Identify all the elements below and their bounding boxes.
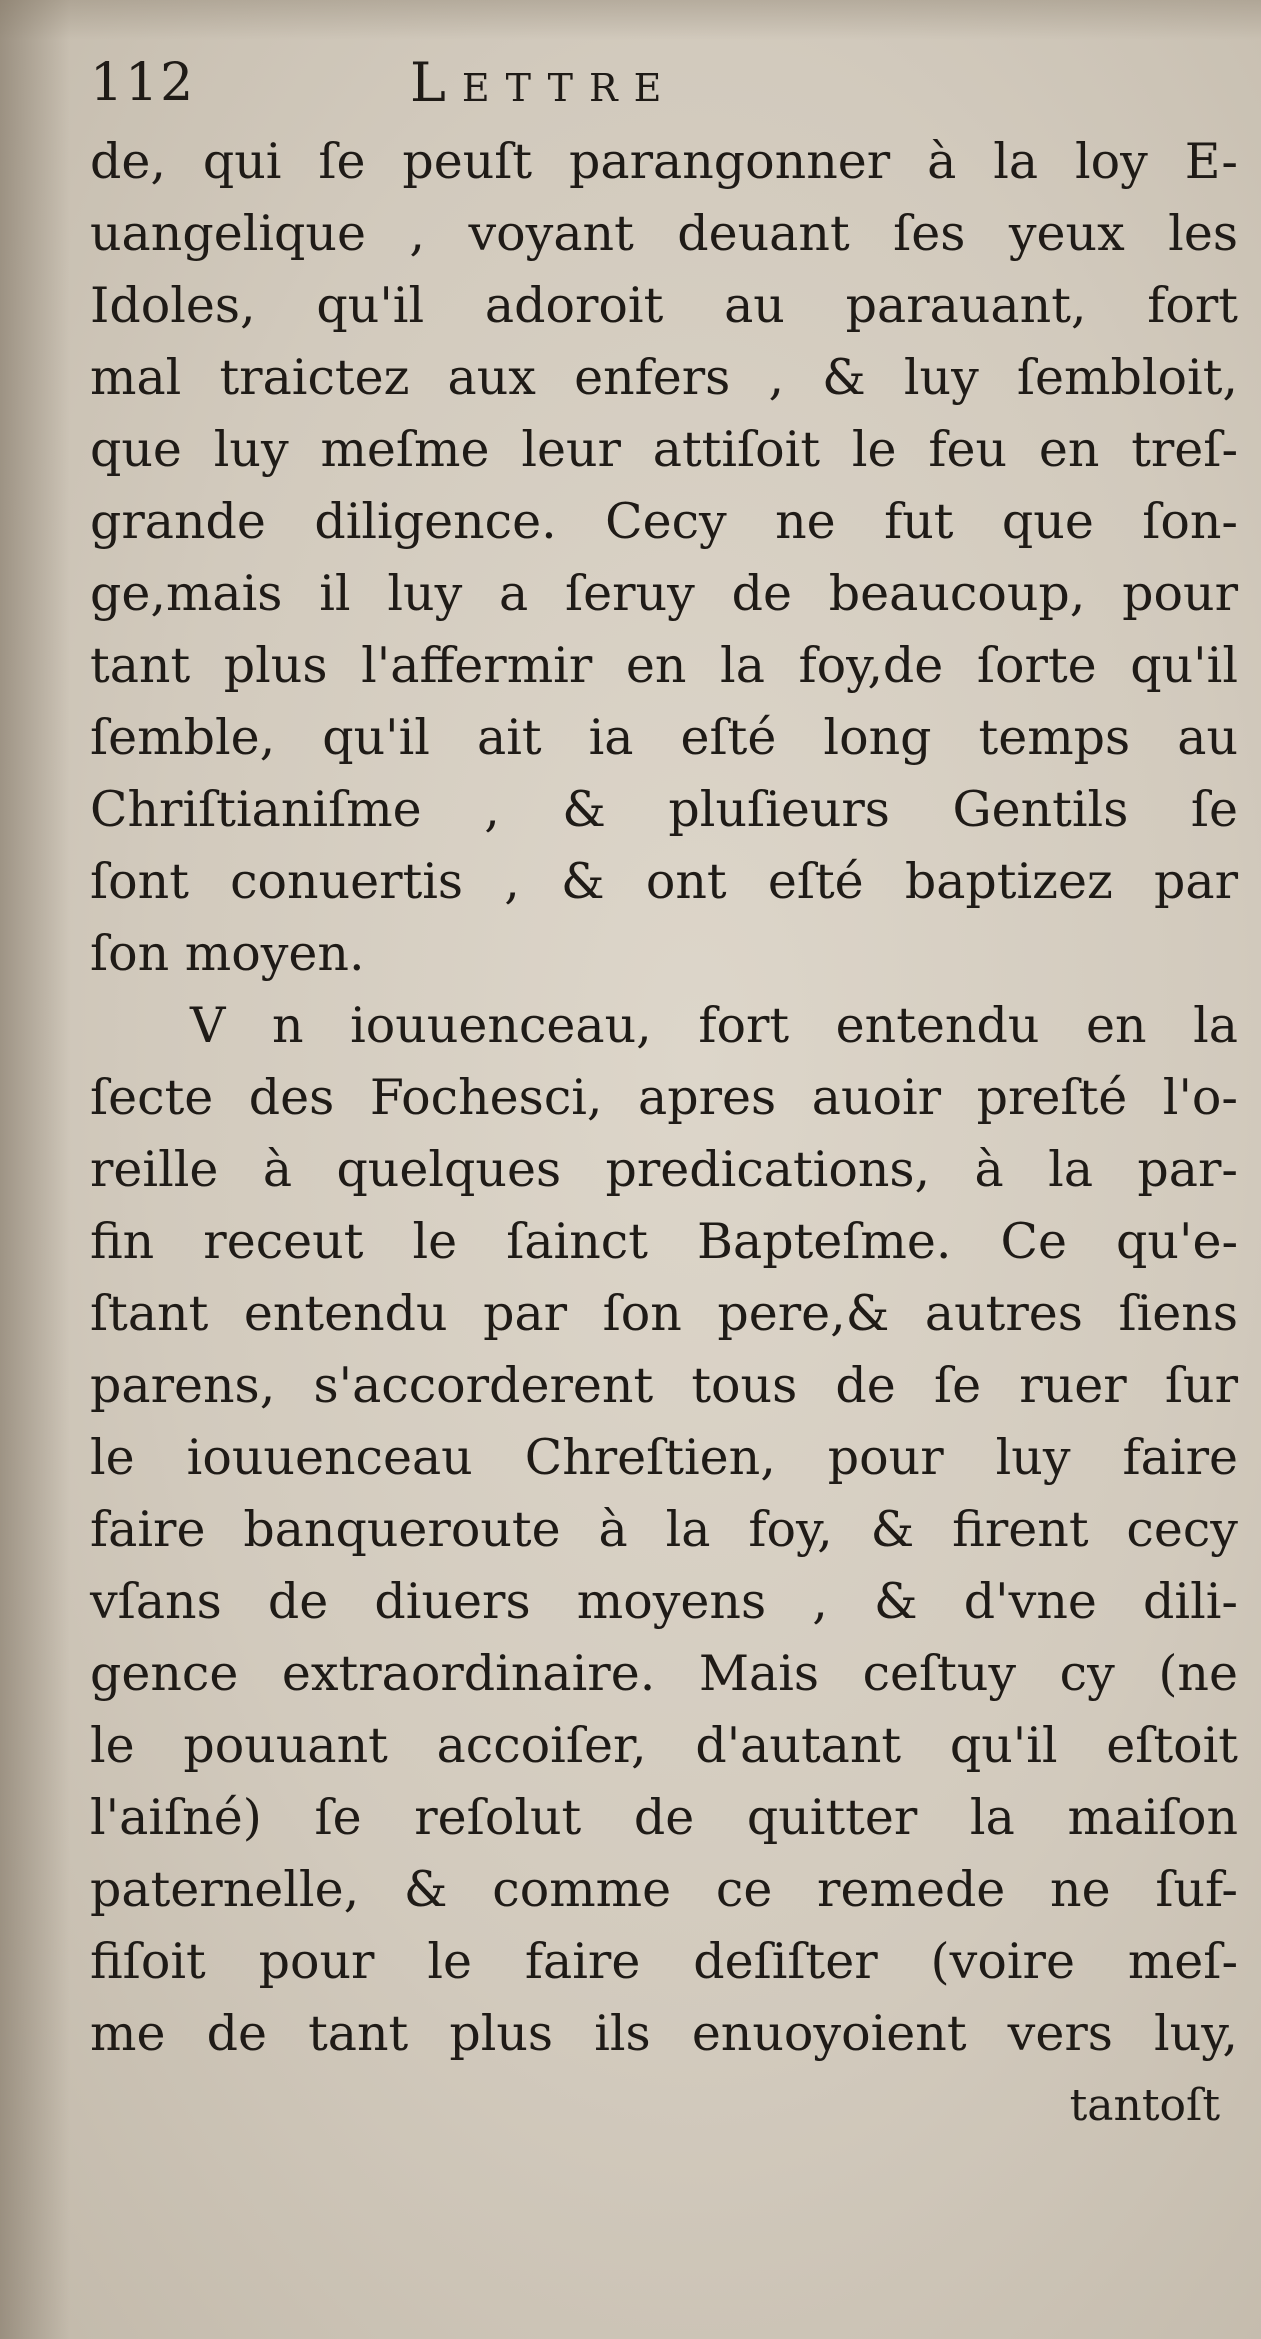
text-line: me de tant plus ils enuoyoient vers luy,	[90, 2005, 1238, 2062]
text-line: vſans de diuers moyens , & d'vne dili-	[90, 1573, 1238, 1630]
text-line: uangelique , voyant deuant ſes yeux les	[90, 205, 1238, 262]
page-text-block	[90, 40, 1238, 2142]
text-line: ſecte des Fochesci, apres auoir preſté l'o-	[90, 1069, 1238, 1126]
text-line: fiſoit pour le faire deſiſter (voire meſ-	[90, 1933, 1238, 1990]
gutter-shadow	[0, 0, 70, 2339]
text-line: paternelle, & comme ce remede ne ſuf-	[90, 1861, 1238, 1918]
text-line: Chriſtianiſme , & pluſieurs Gentils ſe	[90, 781, 1238, 838]
page-header	[90, 40, 1238, 126]
page-number: 112	[90, 53, 196, 113]
paragraph-start-line: V n iouuenceau, fort entendu en la	[190, 997, 1238, 1054]
text-line: tant plus l'affermir en la foy,de ſorte qu'il	[90, 637, 1238, 694]
text-line: le pouuant accoiſer, d'autant qu'il eſtoit	[90, 1717, 1238, 1774]
catchword-row	[90, 2070, 1238, 2142]
text-line: reille à quelques predications, à la par-	[90, 1141, 1238, 1198]
text-line: faire banqueroute à la foy, & firent cecy	[90, 1501, 1238, 1558]
catchword: tantoſt	[1069, 2080, 1220, 2131]
body-text	[90, 126, 1238, 2070]
text-line: l'aiſné) ſe reſolut de quitter la maiſon	[90, 1789, 1238, 1846]
text-line: grande diligence. Cecy ne fut que ſon-	[90, 493, 1238, 550]
text-line: le iouuenceau Chreſtien, pour luy faire	[90, 1429, 1238, 1486]
paragraph-end-line: ſon moyen.	[90, 925, 365, 982]
text-line: ſont conuertis , & ont eſté baptizez par	[90, 853, 1238, 910]
text-line: fin receut le ſainct Bapteſme. Ce qu'e-	[90, 1213, 1238, 1270]
text-line: ge,mais il luy a ſeruy de beaucoup, pour	[90, 565, 1238, 622]
text-line: ſemble, qu'il ait ia eſté long temps au	[90, 709, 1238, 766]
running-title: Lettre	[410, 51, 678, 114]
text-line: mal traictez aux enfers , & luy ſembloit,	[90, 349, 1238, 406]
text-line: ſtant entendu par ſon pere,& autres ſiens	[90, 1285, 1238, 1342]
text-line: que luy meſme leur attiſoit le feu en treſ-	[90, 421, 1238, 478]
text-line: gence extraordinaire. Mais ceſtuy cy (ne	[90, 1645, 1238, 1702]
text-line: parens, s'accorderent tous de ſe ruer ſur	[90, 1357, 1238, 1414]
text-line: Idoles, qu'il adoroit au parauant, fort	[90, 277, 1238, 334]
top-edge-shadow	[0, 0, 1261, 40]
text-line: de, qui ſe peuſt parangonner à la loy E-	[90, 133, 1238, 190]
